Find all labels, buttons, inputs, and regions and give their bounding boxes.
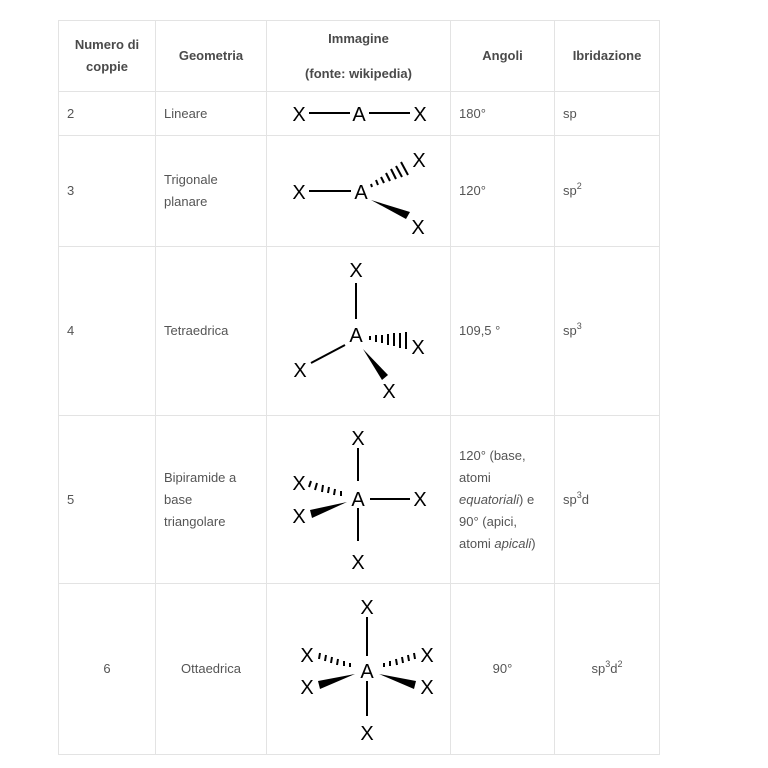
pairs-cell: 5	[59, 416, 156, 584]
hashed-wedge-bond	[309, 481, 341, 496]
header-pairs: Numero di coppie	[59, 21, 156, 92]
hashed-wedge-bond	[370, 332, 406, 349]
bipyramidal-structure-image	[275, 416, 459, 583]
linear-structure-image	[275, 92, 459, 135]
hybridization-cell: sp	[555, 92, 660, 136]
solid-wedge-bond	[310, 502, 347, 518]
table-row	[59, 92, 660, 136]
ligand-atom-label: X	[413, 489, 427, 511]
header-image: Immagine (fonte: wikipedia)	[267, 21, 451, 92]
ligand-atom-label: X	[351, 552, 365, 574]
structure-cell	[267, 136, 451, 247]
header-row	[59, 21, 660, 92]
solid-wedge-bond	[379, 674, 416, 689]
hybridization-cell: $sp^3d$	[555, 416, 660, 584]
angles-cell: 180°	[451, 92, 555, 136]
angles-cell: 120°	[451, 136, 555, 247]
geometry-cell: Trigonale planare	[156, 136, 267, 247]
ligand-atom-label: X	[300, 645, 314, 667]
ligand-atom-label: X	[420, 645, 434, 667]
pairs-cell: 4	[59, 247, 156, 416]
angles-cell: 90°	[451, 584, 555, 755]
structure-cell	[267, 416, 451, 584]
structure-cell	[267, 92, 451, 136]
geometry-cell: Tetraedrica	[156, 247, 267, 416]
angles-cell: 109,5 °	[451, 247, 555, 416]
ligand-atom-label: X	[292, 473, 306, 495]
geometry-cell: Ottaedrica	[156, 584, 267, 755]
solid-wedge-bond	[318, 674, 355, 689]
structure-cell	[267, 247, 451, 416]
ligand-atom-label: X	[411, 337, 425, 359]
central-atom-label: A	[349, 325, 363, 347]
trigonal-planar-structure-image	[275, 136, 459, 246]
ligand-atom-label: X	[382, 381, 396, 403]
header-geometry: Geometria	[156, 21, 267, 92]
central-atom-label: A	[354, 182, 368, 204]
solid-wedge-bond	[371, 200, 410, 219]
bond-line	[311, 345, 345, 363]
vsepr-table	[58, 20, 660, 755]
solid-wedge-bond	[363, 349, 388, 380]
ligand-atom-label: X	[420, 677, 434, 699]
central-atom-label: A	[352, 104, 366, 126]
hashed-wedge-bond	[384, 653, 415, 667]
ligand-atom-label: X	[360, 723, 374, 745]
central-atom-label: A	[360, 661, 374, 683]
hashed-wedge-bond	[371, 162, 408, 187]
ligand-atom-label: X	[412, 150, 426, 172]
ligand-atom-label: X	[360, 597, 374, 619]
table-row	[59, 136, 660, 247]
pairs-cell: 6	[59, 584, 156, 755]
ligand-atom-label: X	[292, 182, 306, 204]
geometry-cell: Lineare	[156, 92, 267, 136]
octahedral-structure-image	[275, 584, 459, 754]
ligand-atom-label: X	[413, 104, 427, 126]
ligand-atom-label: X	[349, 260, 363, 282]
angles-cell: 120° (base, atomi equatoriali) e 90° (apici, atomi apicali)	[451, 416, 555, 584]
ligand-atom-label: X	[292, 506, 306, 528]
hybridization-cell: $sp^3$	[555, 247, 660, 416]
pairs-cell: 3	[59, 136, 156, 247]
central-atom-label: A	[351, 489, 365, 511]
ligand-atom-label: X	[292, 104, 306, 126]
ligand-atom-label: X	[351, 428, 365, 450]
table-row	[59, 584, 660, 755]
ligand-atom-label: X	[293, 360, 307, 382]
hybridization-cell: $sp^3d^2$	[555, 584, 660, 755]
ligand-atom-label: X	[300, 677, 314, 699]
table-row	[59, 247, 660, 416]
pairs-cell: 2	[59, 92, 156, 136]
tetrahedral-structure-image	[275, 247, 459, 415]
geometry-cell: Bipiramide a base triangolare	[156, 416, 267, 584]
hybridization-cell: $sp^2$	[555, 136, 660, 247]
header-hybridization: Ibridazione	[555, 21, 660, 92]
table-row	[59, 416, 660, 584]
structure-cell	[267, 584, 451, 755]
header-angles: Angoli	[451, 21, 555, 92]
hashed-wedge-bond	[319, 653, 350, 667]
ligand-atom-label: X	[411, 217, 425, 239]
